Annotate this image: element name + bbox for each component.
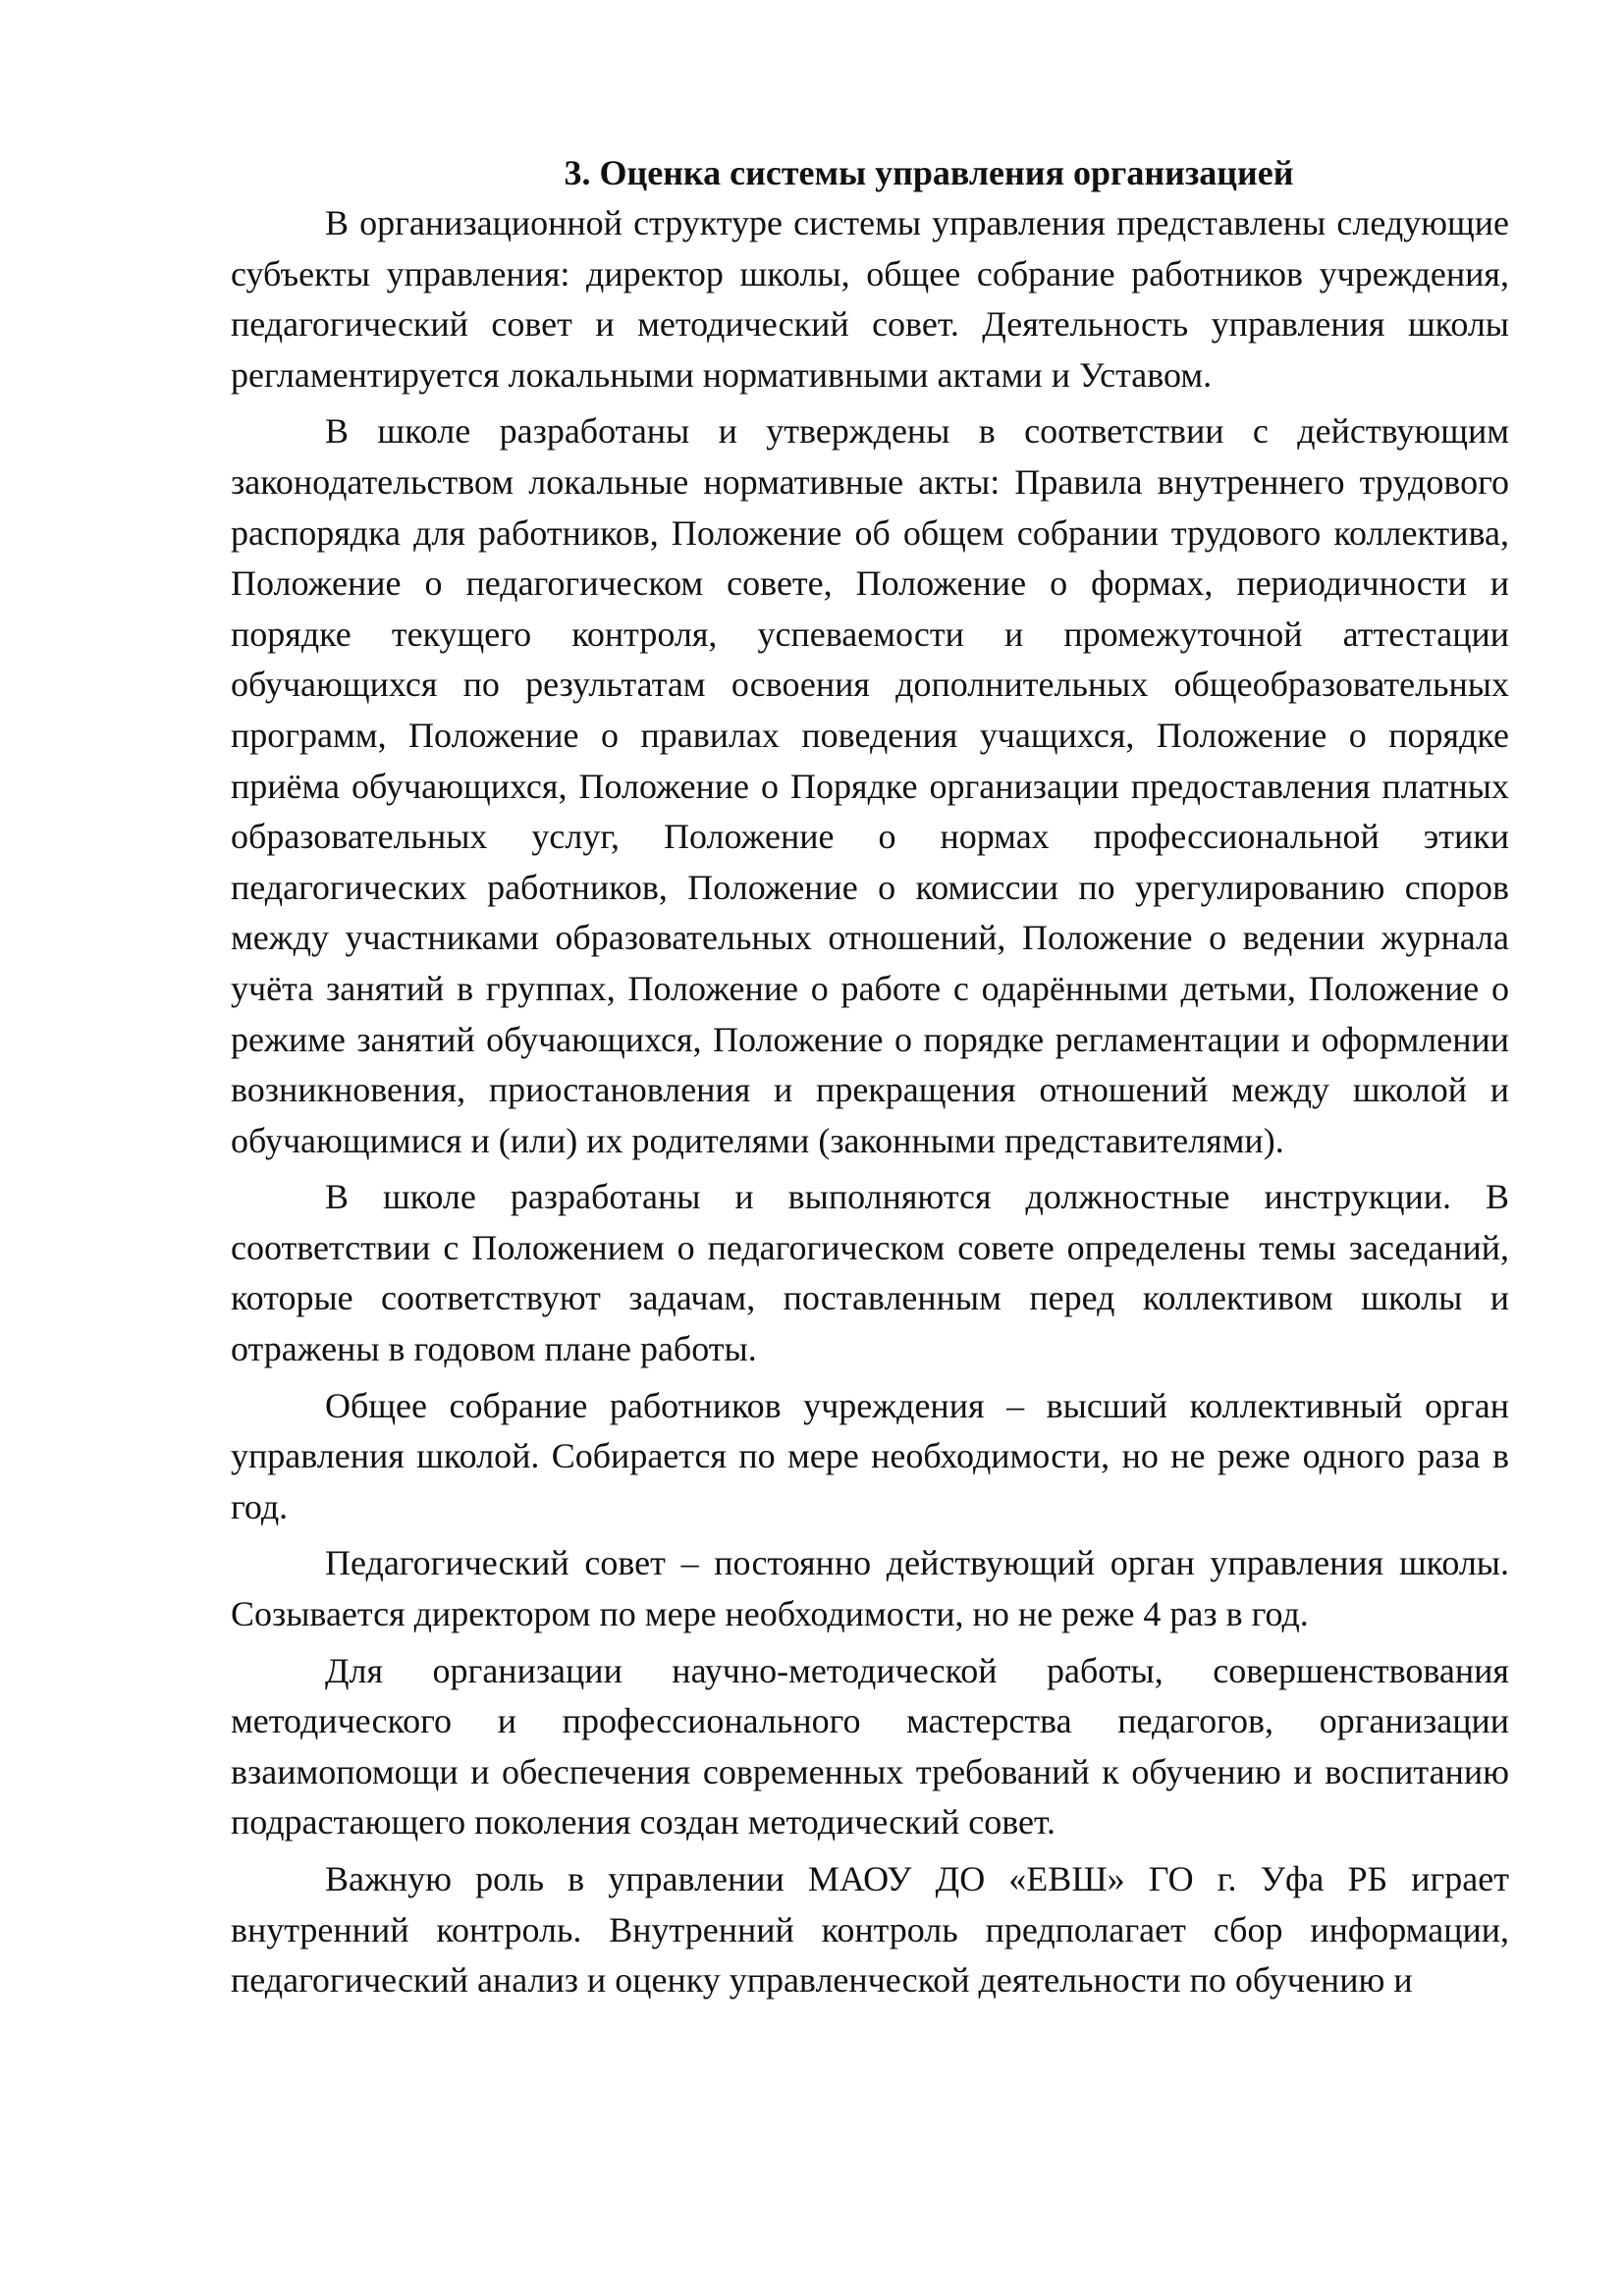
paragraph-internal-control: Важную роль в управлении МАОУ ДО «ЕВШ» ГО г. Уфа РБ играет внутренний контроль. Внутренний контроль предполагает сбор информации, педагогический анализ и оценку управленческой деятельности по обучению и <box>231 1859 1509 2001</box>
paragraph-job-instructions: В школе разработаны и выполняются должностные инструкции. В соответствии с Положением о педагогическом совете определены темы заседаний, которые соответствуют задачам, поставленным перед коллективом школы и отражены в годовом плане работы. <box>231 1177 1509 1369</box>
paragraph-management-structure: В организационной структуре системы управления представлены следующие субъекты управления: директор школы, общее собрание работников учреждения, педагогический совет и методический совет. Деятельность управления школы регламентируется локальными нормативными актами и Уставом. <box>231 203 1509 395</box>
paragraph-pedagogical-council: Педагогический совет – постоянно действующий орган управления школы. Созывается директором по мере необходимости, но не реже 4 раз в год. <box>231 1543 1509 1634</box>
paragraph-local-acts: В школе разработаны и утверждены в соответствии с действующим законодательством локальные нормативные акты: Правила внутреннего трудового распорядка для работников, Положение об общем собрании трудового коллектива, Положение о педагогическом совете, Положение о формах, периодичности и порядке текущего контроля, успеваемости и промежуточной аттестации обучающихся по результатам освоения дополнительных общеобразовательных программ, Положение о правилах поведения учащихся, Положение о порядке приёма обучающихся, Положение о Порядке организации предоставления платных образовательных услуг, Положение о нормах профессиональной этики педагогических работников, Положение о комиссии по урегулированию споров между участниками образовательных отношений, Положение о ведении журнала учёта занятий в группах, Положение о работе с одарёнными детьми, Положение о режиме занятий обучающихся, Положение о порядке регламентации и оформлении возникновения, приостановления и прекращения отношений между школой и обучающимися и (или) их родителями (законными представителями). <box>231 411 1509 1160</box>
section-heading: 3. Оценка системы управления организацией <box>564 153 1294 192</box>
paragraph-general-meeting: Общее собрание работников учреждения – высший коллективный орган управления школой. Собирается по мере необходимости, но не реже одного раза в год. <box>231 1385 1509 1526</box>
document-body <box>231 147 1509 2012</box>
paragraph-methodical-council: Для организации научно-методической работы, совершенствования методического и профессионального мастерства педагогов, организации взаимопомощи и обеспечения современных требований к обучению и воспитанию подрастающего поколения создан методический совет. <box>231 1650 1509 1842</box>
